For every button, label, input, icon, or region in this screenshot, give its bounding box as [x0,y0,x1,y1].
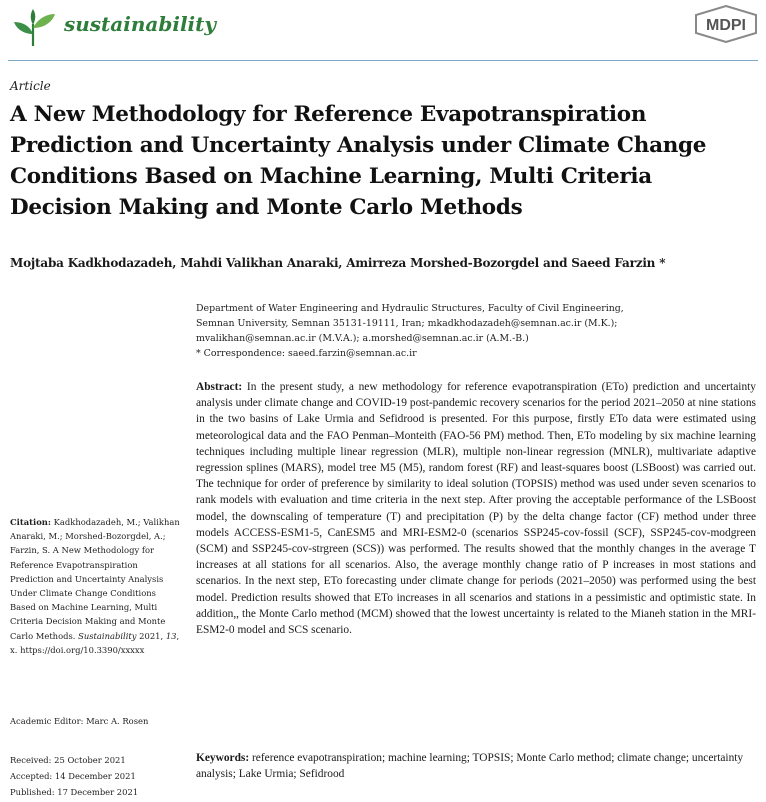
article-type: Article [10,79,51,93]
header-divider [8,60,758,61]
citation-text: Kadkhodazadeh, M.; Valikhan Anaraki, M.; Morshed-Bozorgdel, A.; Farzin, S. A New Methodology for Reference Evapotranspiration Prediction and Uncertainty Analysis Under Climate Change Conditions Based on Machine Learning, Multi Criteria Decision Making and Monte Carlo Methods. [10,517,180,641]
title-line: Conditions Based on Machine Learning, Multi Criteria [10,164,652,189]
citation-volume: 13 [165,630,177,641]
paper-title [10,99,750,223]
keywords [196,750,756,782]
abstract [196,379,756,638]
journal-name[interactable]: sustainability [64,12,216,36]
affiliation-line[interactable]: mvalikhan@semnan.ac.ir (M.V.A.); a.morshed@semnan.ac.ir (A.M.-B.) [196,333,529,344]
publication-dates [10,752,138,800]
publisher-logo-text: MDPI [706,17,746,34]
correspondence-line[interactable]: * Correspondence: saeed.farzin@semnan.ac.ir [196,348,417,359]
accepted-date: Accepted: 14 December 2021 [10,771,136,781]
title-line: Decision Making and Monte Carlo Methods [10,195,523,220]
affiliation [196,301,624,361]
abstract-label: Abstract: [196,381,243,393]
journal-logo-icon [11,8,57,48]
citation-journal: Sustainability [78,630,137,641]
citation-pages: x. [10,644,18,655]
published-date: Published: 17 December 2021 [10,787,139,797]
keywords-label: Keywords: [196,752,250,764]
publisher-logo[interactable] [693,5,759,43]
received-date: Received: 25 October 2021 [10,755,126,765]
citation: Citation: Kadkhodazadeh, M.; Valikhan Anaraki, M.; Morshed-Bozorgdel, A.; Farzin, S. A New Methodology for Reference Evapotranspiration Prediction and Uncertainty Analysis Under Climate Change Conditions Based on Machine Learning, Multi Criteria Decision Making and Monte Carlo Methods. Sustainability 2021, 13, x. https://doi.org/10.3390/xxxxx [10,517,180,655]
citation-year: 2021 [139,630,161,641]
title-line: Prediction and Uncertainty Analysis under Climate Change [10,133,707,158]
abstract-text: In the present study, a new methodology for reference evapotranspiration (ETo) prediction and uncertainty analysis under climate change and COVID-19 post-pandemic recovery scenarios for the period 2021–2050 at nine stations in the two basins of Lake Urmia and Sefidrood is presented. For this purpose, firstly ETo data were estimated using meteorological data and the FAO Penman–Monteith (FAO-56 PM) method. Then, ETo modeling by six machine learning techniques including multiple linear regression (MLR), multiple non-linear regression (MNLR), multivariate adaptive regression splines (MARS), model tree M5 (M5), random forest (RF) and least-squares boost (LSBoost) was carried out. The technique for order of preference by similarity to ideal solution (TOPSIS) method was used under seven scenarios to rank models with evaluation and time criteria in the next step. After proving the acceptable performance of the LSBoost model, the downscaling of temperature (T) and precipitation (P) by the delta change factor (CF) method under three models ACCESS-ESM1-5, CanESM5 and MRI-ESM2-0 (scenarios SSP245-cov-fossil (SCF), SSP245-cov-modgreen (SCM) and SSP245-cov-strgreen (SCS)) was performed. The results showed that the monthly changes in the average T increases at all stations for all scenarios. Also, the average monthly change ratio of P increases in most stations and scenarios. In the next step, ETo forecasting under climate change for periods (2021–2050) was performed using the best model. Prediction results showed that ETo increases in all scenarios and stations in a pessimistic and optimistic state. In addition,, the Monte Carlo method (MCM) showed that the lowest uncertainty is related to the Mianeh station in the MRI-ESM2-0 model and SCS scenario. [196,381,756,637]
author-list[interactable]: Mojtaba Kadkhodazadeh, Mahdi Valikhan Anaraki, Amirreza Morshed-Bozorgdel and Saeed Farzin * [10,256,666,270]
citation-doi-link[interactable]: https://doi.org/10.3390/xxxxx [20,644,145,655]
citation-label: Citation: [10,517,51,527]
affiliation-line: Department of Water Engineering and Hydraulic Structures, Faculty of Civil Engineering, [196,303,624,314]
keywords-text: reference evapotranspiration; machine learning; TOPSIS; Monte Carlo method; climate change; uncertainty analysis; Lake Urmia; Sefidrood [196,752,744,781]
affiliation-line[interactable]: Semnan University, Semnan 35131-19111, Iran; mkadkhodazadeh@semnan.ac.ir (M.K.); [196,318,618,329]
title-line: A New Methodology for Reference Evapotranspiration [10,102,647,127]
academic-editor: Academic Editor: Marc A. Rosen [10,716,149,726]
